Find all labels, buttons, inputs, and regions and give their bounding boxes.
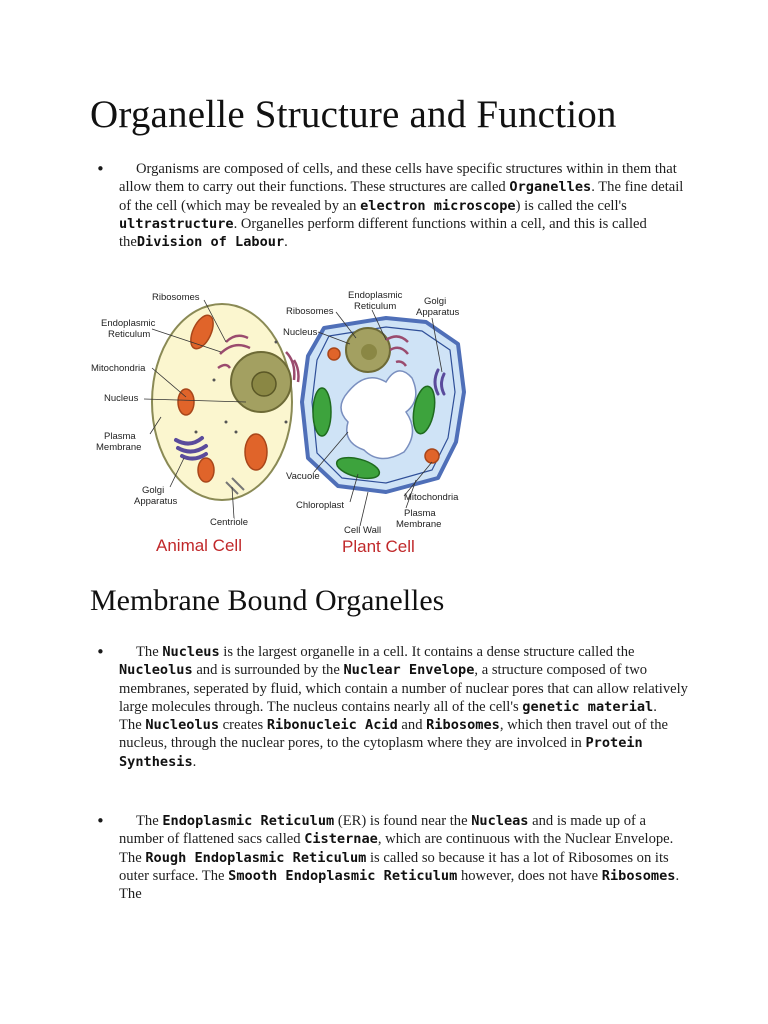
plant-mitochondrion — [328, 348, 340, 360]
term-nucleus: Nucleus — [162, 644, 220, 660]
term-ribosomes: Ribosomes — [601, 867, 676, 884]
animal-mitochondrion — [198, 458, 214, 482]
page-title: Organelle Structure and Function — [90, 93, 617, 136]
term-endoplasmic-reticulum: Endoplasmic Reticulum — [162, 813, 335, 829]
label-chloroplast: Chloroplast — [296, 500, 345, 511]
plant-cell — [283, 290, 464, 556]
label-cell-wall: Cell Wall — [344, 525, 382, 536]
term-rough-er: Rough Endoplasmic Reticulum — [145, 849, 367, 866]
text-run: , which are continuous with the Nuclear Envelope. The — [119, 831, 674, 866]
label-plasma: Plasma — [404, 508, 436, 519]
term-organelles: Organelles — [509, 179, 592, 196]
cell-diagram — [86, 282, 478, 562]
text-run: is called so because it has a lot of Ribosomes on its outer surface. The — [119, 849, 669, 884]
label-nucleus: Nucleus — [283, 327, 318, 338]
text-run: . The fine detail of the cell (which may be revealed by an — [119, 179, 684, 214]
label-endoplasmic: Endoplasmic — [101, 318, 156, 329]
plant-nucleolus — [361, 344, 377, 360]
label-plasma: Plasma — [104, 431, 136, 442]
text-run: and is surrounded by the — [192, 662, 344, 679]
text-run: ) is called the cell's — [515, 197, 627, 214]
animal-cell — [91, 292, 299, 555]
term-nucleolus: Nucleolus — [145, 717, 220, 734]
term-nuclear-envelope: Nuclear Envelope — [343, 662, 475, 679]
label-apparatus: Apparatus — [416, 307, 460, 318]
label-nucleus: Nucleus — [104, 393, 139, 404]
text-run: The — [136, 813, 163, 829]
animal-cell-caption: Animal Cell — [156, 536, 242, 555]
text-run: creates — [219, 717, 267, 734]
text-run: The — [119, 717, 146, 734]
term-cisternae: Cisternae — [304, 831, 378, 848]
label-mitochondria: Mitochondria — [91, 363, 146, 374]
text-run: . Organelles perform different functions within a cell, and this is called the — [119, 215, 647, 251]
label-ribosomes: Ribosomes — [152, 292, 200, 303]
label-golgi: Golgi — [142, 485, 165, 496]
text-run: . — [653, 698, 657, 715]
text-run: Organisms are composed of cells, and these cells have specific structures within in them that allow them to carry out their functions. These structures are called — [119, 161, 677, 196]
plant-cell-caption: Plant Cell — [342, 537, 415, 556]
label-reticulum: Reticulum — [108, 329, 151, 340]
label-membrane: Membrane — [96, 442, 142, 453]
er-paragraph — [119, 812, 689, 903]
term-ribonucleic-acid: Ribonucleic Acid — [266, 717, 398, 734]
animal-mitochondrion — [245, 434, 267, 470]
label-golgi: Golgi — [424, 296, 447, 307]
animal-mitochondrion — [178, 389, 194, 415]
label-apparatus: Apparatus — [134, 496, 178, 507]
term-nucleas: Nucleas — [471, 813, 529, 829]
text-run: , a structure composed of two membranes, seperated by fluid, which contain a number of nuclear pores that can allow relatively large molecules through. The nucleus contains nearly all of the cell's — [119, 662, 688, 715]
section-heading: Membrane Bound Organelles — [90, 584, 445, 617]
term-nucleolus: Nucleolus — [119, 662, 193, 679]
text-run: and is made up of a number of flattened sacs called — [119, 813, 647, 848]
text-run: however, does not have — [457, 867, 602, 884]
text-run: (ER) is found near the — [334, 813, 472, 829]
bullet-marker: • — [96, 643, 105, 661]
label-mitochondria: Mitochondria — [404, 492, 459, 503]
term-protein-synthesis: Protein Synthesis — [119, 735, 643, 770]
term-division-of-labour: Division of Labour — [136, 234, 285, 251]
intro-paragraph — [119, 160, 689, 251]
term-ribosomes: Ribosomes — [426, 717, 500, 734]
term-genetic-material: genetic material — [522, 698, 654, 715]
term-ultrastructure: ultrastructure — [119, 215, 234, 232]
text-run: is the largest organelle in a cell. It contains a dense structure called the — [219, 644, 635, 660]
label-reticulum: Reticulum — [354, 301, 397, 312]
plant-chloroplast — [313, 388, 331, 436]
bullet-marker: • — [96, 812, 105, 830]
label-ribosomes: Ribosomes — [286, 306, 334, 317]
label-membrane: Membrane — [396, 519, 442, 530]
bullet-marker: • — [96, 160, 105, 178]
text-run: The — [136, 644, 163, 660]
label-endoplasmic: Endoplasmic — [348, 290, 403, 301]
label-centriole: Centriole — [210, 517, 249, 528]
text-run: . — [284, 234, 288, 251]
plant-mitochondrion — [425, 449, 439, 463]
nucleus-paragraph — [119, 643, 689, 771]
term-smooth-er: Smooth Endoplasmic Reticulum — [228, 867, 458, 884]
text-run: , which then travel out of the nucleus, through the nuclear pores, to the cytoplasm where they are involced in — [119, 717, 669, 752]
text-run: . — [192, 753, 197, 770]
text-run: and — [397, 717, 427, 734]
animal-nucleolus — [252, 372, 276, 396]
term-electron-microscope: electron microscope — [360, 197, 516, 214]
text-run: . The — [119, 867, 680, 903]
label-vacuole: Vacuole — [286, 471, 320, 482]
